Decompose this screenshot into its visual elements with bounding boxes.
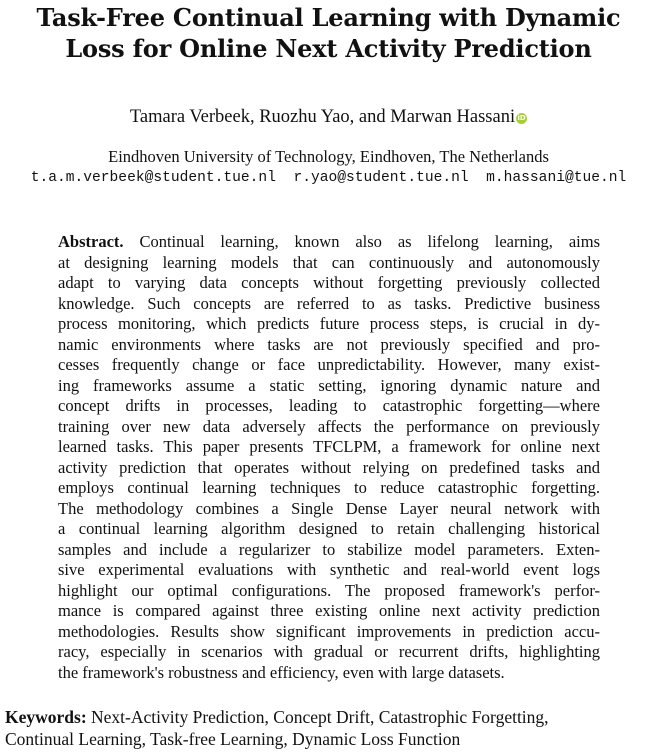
abstract-line: at designing learning models that can continuously and autonomously	[58, 252, 600, 272]
abstract-line: cesses frequently change or face unpredictability. However, many exist-	[58, 355, 600, 374]
abstract-line: racy, especially in scenarios with gradual or recurrent drifts, highlighting	[58, 642, 600, 661]
email-list	[0, 168, 657, 188]
abstract-line: activity prediction that operates without relying on predefined tasks and	[58, 457, 600, 477]
abstract-line: ing frameworks assume a static setting, ignoring dynamic nature and	[58, 375, 600, 395]
email-address[interactable]: m.hassani@tue.nl	[486, 170, 627, 186]
abstract-line: samples and include a regularizer to stabilize model parameters. Exten-	[58, 539, 600, 559]
abstract-line: process monitoring, which predicts future process steps, is crucial in dy-	[58, 314, 600, 333]
title-line-1: Task-Free Continual Learning with Dynamic	[36, 3, 621, 32]
abstract-line: namic environments where tasks are not previously specified and pro-	[58, 334, 600, 354]
affiliation: Eindhoven University of Technology, Eindhoven, The Netherlands	[108, 147, 549, 166]
keywords	[5, 706, 652, 750]
abstract-line: knowledge. Such concepts are referred to as tasks. Predictive business	[58, 293, 600, 313]
abstract-line: sive experimental evaluations with synthetic and real-world event logs	[58, 560, 600, 579]
abstract-line: methodologies. Results show significant improvements in prediction accu-	[58, 621, 600, 641]
abstract-line: learned tasks. This paper presents TFCLPM, a framework for online next	[58, 437, 600, 456]
abstract-first-line-text: Continual learning, known also as lifelong learning, aims	[123, 232, 600, 251]
email-address[interactable]: t.a.m.verbeek@student.tue.nl	[30, 170, 276, 186]
abstract-line: highlight our optimal configurations. The proposed framework's perfor-	[58, 580, 600, 600]
author-list	[0, 106, 657, 128]
abstract-line: training over new data adversely affects the performance on previously	[58, 416, 600, 436]
keywords-label: Keywords:	[5, 707, 87, 727]
abstract-line: concept drifts in processes, leading to catastrophic forgetting—where	[58, 396, 600, 415]
author-names: Tamara Verbeek, Ruozhu Yao, and Marwan Hassani	[129, 107, 516, 127]
keywords-text: Next-Activity Prediction, Concept Drift, Catastrophic Forgetting,	[86, 707, 549, 727]
abstract-line: adapt to varying data concepts without forgetting previously collected	[58, 273, 600, 292]
abstract-label: Abstract.	[58, 232, 124, 251]
paper-title	[0, 2, 657, 64]
abstract-line: the framework's robustness and efficiency, even with large datasets.	[58, 662, 505, 682]
abstract-line: mance is compared against three existing online next activity prediction	[58, 601, 600, 620]
abstract-line: employs continual learning techniques to reduce catastrophic forgetting.	[58, 478, 600, 497]
abstract-line: a continual learning algorithm designed to retain challenging historical	[58, 519, 600, 538]
abstract-line: The methodology combines a Single Dense Layer neural network with	[58, 498, 600, 518]
keywords-line	[5, 706, 652, 728]
email-address[interactable]: r.yao@student.tue.nl	[293, 170, 469, 186]
abstract-line	[58, 232, 600, 253]
keywords-line: Continual Learning, Task-free Learning, Dynamic Loss Function	[5, 729, 461, 749]
abstract	[58, 232, 600, 683]
orcid-icon[interactable]: iD	[517, 114, 526, 122]
title-line-2: Loss for Online Next Activity Prediction	[65, 34, 592, 63]
